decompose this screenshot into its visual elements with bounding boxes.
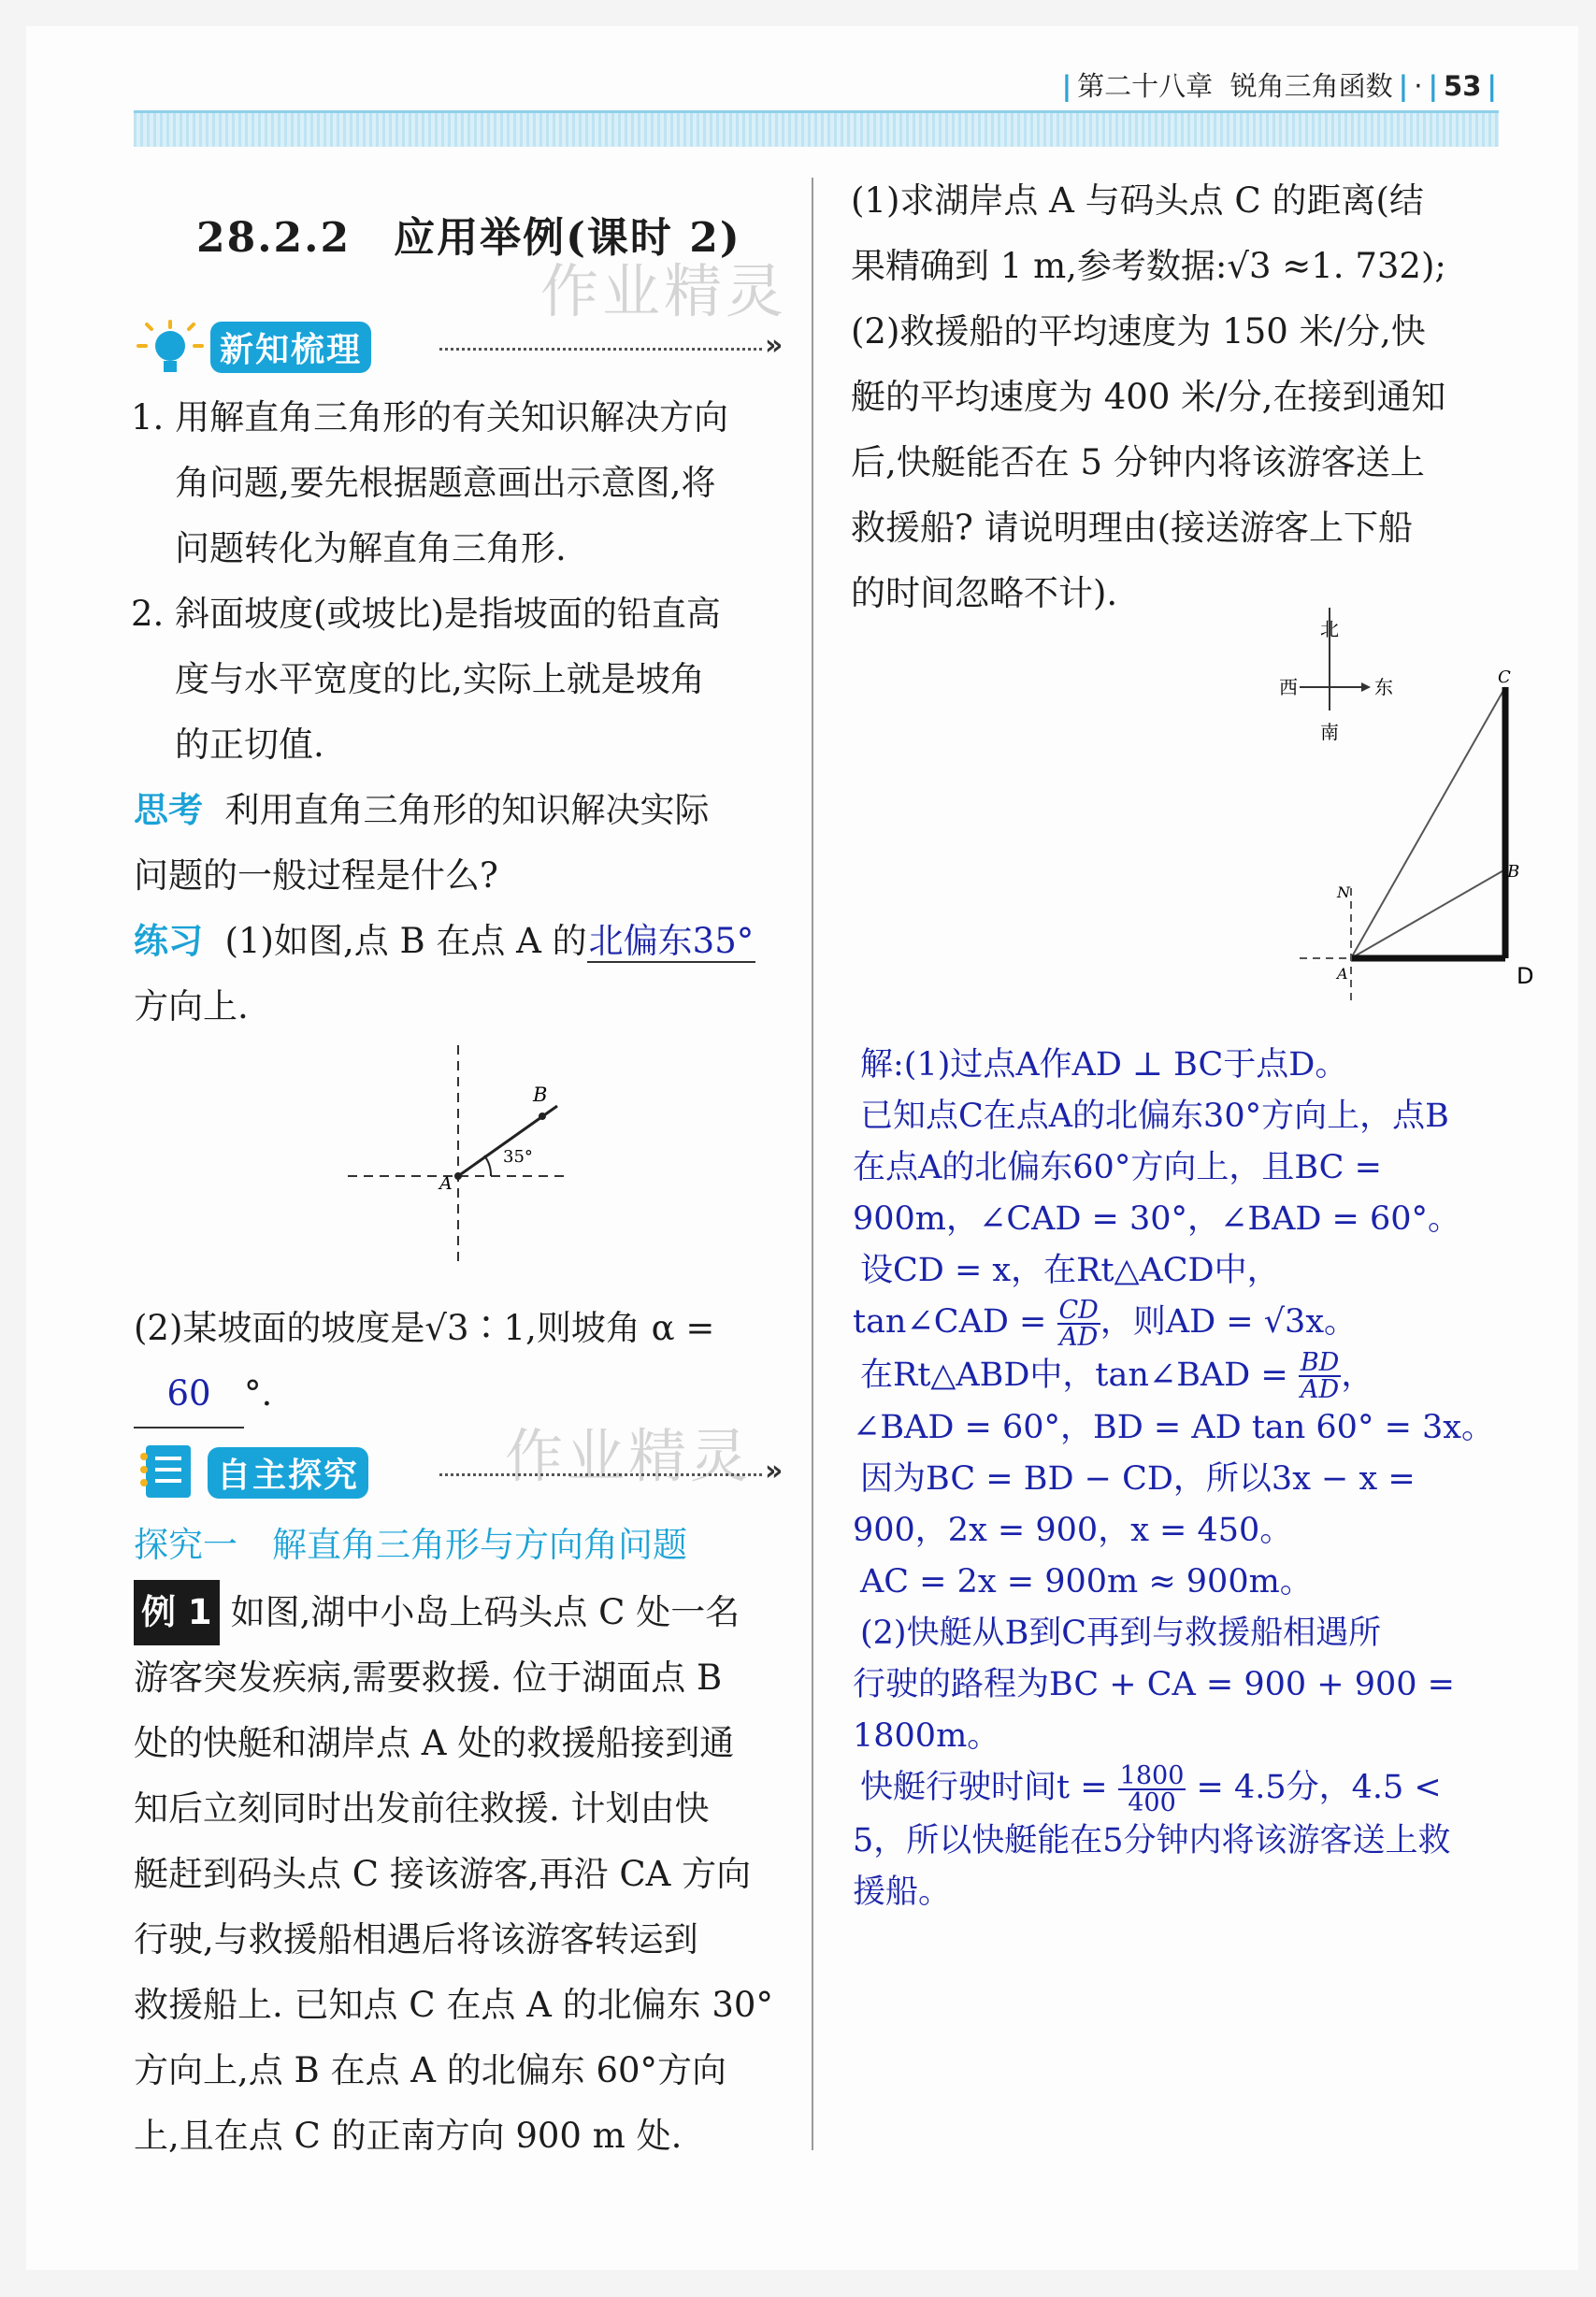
label-a: A: [439, 1173, 453, 1194]
compass-south: 南: [1320, 721, 1339, 743]
think-block: 思考 利用直角三角形的知识解决实际 问题的一般过程是什么?: [134, 790, 710, 896]
knowledge-point-1: 1. 用解直角三角形的有关知识解决方向 角问题,要先根据题意画出示意图,将 问题转化为解直角三角形.: [131, 397, 729, 568]
practice-1: 练习 (1)如图,点 B 在点 A 的北偏东35° 方向上.: [134, 921, 755, 1026]
compass-north: 北: [1320, 618, 1339, 640]
practice-label: 练习: [134, 921, 203, 961]
chevron-right-icon: »: [765, 1455, 784, 1487]
dotted-rule: [439, 348, 762, 351]
label-b: B: [533, 1084, 548, 1106]
answer-direction: 北偏东35°: [588, 921, 755, 961]
section-badge-new-knowledge: 新知梳理: [210, 322, 371, 373]
page-number: 53: [1444, 70, 1482, 102]
chapter-title: 锐角三角函数: [1229, 70, 1393, 102]
solution-block: 解:(1)过点A作AD ⊥ BC于点D。 已知点C在点A的北偏东30°方向上，点B 在点A的北偏东60°方向上，且BC = 900m，∠CAD = 30°，∠BAD = 60°。 设CD = x，在Rt△ACD中， tan∠CAD = $\frac{CD}{AD}$ ，则AD = √3x。 在Rt△ABD中，tan∠BAD = $\frac{BD}{AD}$ ， ∠BAD = 60°，BD = AD tan 60° = 3x。 因为BC = BD − CD，所以3x − x = 900，2x = 900，x = 450。 AC = 2x = 900m ≈ 900m。 (2)快艇从B到C再到与救援船相遇所 行驶的路程为BC + CA = 900 + 900 = 1800m。 快艇行驶时间t = $\frac{1800}{400}$ = 4.5分，4.5 < 5，所以快艇能在5分钟内将该游客送上救 援船。: [853, 1046, 1495, 1911]
notebook-icon: [131, 1440, 206, 1505]
header-dot: ·: [1414, 70, 1423, 102]
watermark: 作业精灵: [540, 257, 788, 325]
compass-east: 东: [1374, 676, 1393, 698]
fraction-bd-ad: $\frac{BD}{AD}$: [1300, 1348, 1340, 1404]
column-divider: [812, 178, 813, 2150]
label-c: C: [1498, 668, 1511, 687]
section-badge-self-exploration: 自主探究: [208, 1447, 368, 1499]
chapter-number: 第二十八章: [1077, 70, 1214, 102]
fraction-1800-400: $\frac{1800}{400}$: [1119, 1760, 1185, 1817]
label-n: N: [1337, 883, 1350, 901]
watermark: 作业精灵: [505, 1422, 753, 1490]
section-title: 28.2.2 应用举例(课时 2): [196, 214, 741, 262]
fraction-cd-ad: $\frac{CD}{AD}$: [1058, 1295, 1099, 1352]
label-d: D: [1517, 963, 1534, 989]
answer-slope-angle: 60: [134, 1361, 244, 1428]
knowledge-point-2: 2. 斜面坡度(或坡比)是指坡面的铅直高 度与水平宽度的比,实际上就是坡角 的正切值.: [131, 594, 721, 765]
label-b: B: [1507, 862, 1520, 882]
angle-label: 35°: [503, 1147, 533, 1167]
dotted-rule: [439, 1473, 762, 1476]
practice-2: (2)某坡面的坡度是√3∶1,则坡角 α = 60 °.: [134, 1296, 714, 1428]
example-label: 例 1: [134, 1580, 220, 1645]
label-a: A: [1337, 965, 1348, 983]
figure-rescue-map: [1262, 608, 1561, 1010]
think-label: 思考: [134, 790, 203, 830]
chevron-right-icon: »: [765, 329, 784, 362]
compass-west: 西: [1279, 676, 1298, 698]
exploration-title: 探究一 解直角三角形与方向角问题: [134, 1525, 687, 1565]
figure-direction-angle: [337, 1038, 580, 1271]
running-header: | 第二十八章 锐角三角函数 | · | 53 |: [1061, 70, 1497, 102]
question-text: (1)求湖岸点 A 与码头点 C 的距离(结 果精确到 1 m,参考数据:√3 ≈1. 732); (2)救援船的平均速度为 150 米/分,快 艇的平均速度为 400 米/分,在接到通知 后,快艇能否在 5 分钟内将该游客送上 救援船? 请说明理由(接送游客上下船 的时间忽略不计).: [851, 180, 1446, 613]
example-1: 例 1 如图,湖中小岛上码头点 C 处一名 游客突发疾病,需要救援. 位于湖面点 B 处的快艇和湖岸点 A 处的救援船接到通 知后立刻同时出发前往救援. 计划由快 艇赶到码头点 C 接该游客,再沿 CA 方向 行驶,与救援船相遇后将该游客转运到 救援船上. 已知点 C 在点 A 的北偏东 30° 方向上,点 B 在点 A 的北偏东 60°方向 上,且在点 C 的正南方向 900 m 处.: [134, 1580, 773, 2169]
header-stripe: [134, 110, 1499, 147]
lightbulb-icon: [133, 318, 208, 383]
